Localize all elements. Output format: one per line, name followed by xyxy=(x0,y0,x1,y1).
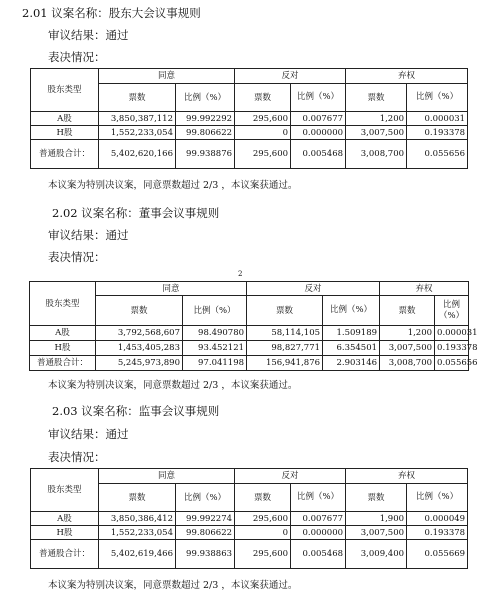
abstain-votes: 1,200 xyxy=(346,112,407,126)
agree-votes: 1,552,233,054 xyxy=(99,126,176,140)
section-result: 审议结果：通过 xyxy=(48,427,129,441)
abstain-votes: 3,007,500 xyxy=(346,526,407,540)
subheader-ratio: 比例（%） xyxy=(407,84,468,112)
subheader-ratio: 比例（%） xyxy=(183,296,247,326)
header-against: 反对 xyxy=(235,469,346,484)
agree-ratio: 99.938876 xyxy=(176,140,235,169)
abstain-ratio: 0.000031 xyxy=(407,112,468,126)
abstain-votes: 3,008,700 xyxy=(346,140,407,169)
agree-votes: 3,792,568,607 xyxy=(96,326,183,341)
against-ratio: 2.903146 xyxy=(323,356,380,371)
header-against: 反对 xyxy=(235,69,346,84)
table-row xyxy=(31,112,468,126)
abstain-ratio: 0.193378 xyxy=(407,126,468,140)
subheader-votes: 票数 xyxy=(96,296,183,326)
agree-votes: 5,245,973,890 xyxy=(96,356,183,371)
abstain-ratio: 0.193378 xyxy=(435,341,469,356)
header-agree: 同意 xyxy=(96,282,247,296)
agree-ratio: 97.041198 xyxy=(183,356,247,371)
header-agree: 同意 xyxy=(99,69,235,84)
subheader-ratio: 比例（%） xyxy=(407,484,468,512)
section-result: 审议结果：通过 xyxy=(48,228,129,242)
against-votes: 156,941,876 xyxy=(247,356,323,371)
header-agree: 同意 xyxy=(99,469,235,484)
row-type: H股 xyxy=(31,526,99,540)
subheader-votes: 票数 xyxy=(380,296,435,326)
section-heading: 2.02 议案名称：董事会议事规则 xyxy=(52,206,220,220)
subheader-ratio: 比例（%） xyxy=(291,484,346,512)
header-shareholder-type: 股东类型 xyxy=(31,69,99,112)
row-type: A股 xyxy=(30,326,96,341)
abstain-ratio: 0.055669 xyxy=(407,540,468,569)
against-ratio: 0.000000 xyxy=(291,126,346,140)
row-type: 普通股合计： xyxy=(30,356,96,371)
agree-ratio: 99.806622 xyxy=(176,526,235,540)
section-heading: 2.03 议案名称：监事会议事规则 xyxy=(52,404,220,418)
abstain-votes: 3,007,500 xyxy=(346,126,407,140)
table-row xyxy=(31,526,468,540)
table-row xyxy=(30,326,469,341)
against-ratio: 0.007677 xyxy=(291,512,346,526)
agree-ratio: 93.452121 xyxy=(183,341,247,356)
against-ratio: 0.005468 xyxy=(291,140,346,169)
against-ratio: 0.005468 xyxy=(291,540,346,569)
row-type: 普通股合计： xyxy=(31,540,99,569)
section-note: 本议案为特别决议案，同意票数超过 2/3 ，本议案获通过。 xyxy=(48,180,298,191)
agree-votes: 3,850,386,412 xyxy=(99,512,176,526)
agree-ratio: 99.806622 xyxy=(176,126,235,140)
vote-label: 表决情况： xyxy=(48,50,106,64)
vote-label: 表决情况： xyxy=(48,450,106,464)
abstain-votes: 3,007,500 xyxy=(380,341,435,356)
vote-table xyxy=(30,468,468,569)
against-ratio: 1.509189 xyxy=(323,326,380,341)
vote-table xyxy=(30,68,468,169)
vote-label: 表决情况： xyxy=(48,250,106,264)
against-votes: 295,600 xyxy=(235,112,291,126)
row-type: H股 xyxy=(31,126,99,140)
abstain-votes: 1,200 xyxy=(380,326,435,341)
subheader-ratio: 比例（%） xyxy=(176,484,235,512)
page-number: 2 xyxy=(238,270,243,278)
header-shareholder-type: 股东类型 xyxy=(31,469,99,512)
abstain-votes: 3,008,700 xyxy=(380,356,435,371)
agree-votes: 5,402,619,466 xyxy=(99,540,176,569)
row-type: A股 xyxy=(31,512,99,526)
abstain-ratio: 0.055656 xyxy=(435,356,469,371)
abstain-ratio: 0.000031 xyxy=(435,326,469,341)
subheader-votes: 票数 xyxy=(235,84,291,112)
vote-table xyxy=(29,281,478,371)
against-ratio: 6.354501 xyxy=(323,341,380,356)
abstain-votes: 3,009,400 xyxy=(346,540,407,569)
subheader-votes: 票数 xyxy=(346,84,407,112)
abstain-ratio: 0.193378 xyxy=(407,526,468,540)
section-note: 本议案为特别决议案，同意票数超过 2/3 ，本议案获通过。 xyxy=(48,580,298,591)
agree-votes: 3,850,387,112 xyxy=(99,112,176,126)
table-row xyxy=(30,341,469,356)
agree-ratio: 99.992274 xyxy=(176,512,235,526)
subheader-ratio: 比例（%） xyxy=(323,296,380,326)
agree-ratio: 98.490780 xyxy=(183,326,247,341)
section-note: 本议案为特别决议案，同意票数超过 2/3 ，本议案获通过。 xyxy=(48,380,298,391)
against-votes: 58,114,105 xyxy=(247,326,323,341)
agree-ratio: 99.938863 xyxy=(176,540,235,569)
header-shareholder-type: 股东类型 xyxy=(30,282,96,326)
row-type: A股 xyxy=(31,112,99,126)
against-votes: 295,600 xyxy=(235,140,291,169)
section-heading: 2.01 议案名称：股东大会议事规则 xyxy=(22,6,201,20)
subheader-votes: 票数 xyxy=(99,84,176,112)
abstain-ratio: 0.055656 xyxy=(407,140,468,169)
table-row xyxy=(30,356,469,371)
subheader-votes: 票数 xyxy=(99,484,176,512)
subheader-ratio: 比例（%） xyxy=(291,84,346,112)
header-abstain: 弃权 xyxy=(346,69,468,84)
table-row xyxy=(31,126,468,140)
header-against: 反对 xyxy=(247,282,380,296)
abstain-ratio: 0.000049 xyxy=(407,512,468,526)
against-votes: 295,600 xyxy=(235,512,291,526)
agree-ratio: 99.992292 xyxy=(176,112,235,126)
subheader-ratio: 比例（%） xyxy=(176,84,235,112)
table-row xyxy=(31,140,468,169)
against-votes: 0 xyxy=(235,126,291,140)
subheader-ratio: 比例（%） xyxy=(435,296,469,326)
agree-votes: 1,552,233,054 xyxy=(99,526,176,540)
abstain-votes: 1,900 xyxy=(346,512,407,526)
section-result: 审议结果：通过 xyxy=(48,28,129,42)
subheader-votes: 票数 xyxy=(346,484,407,512)
agree-votes: 5,402,620,166 xyxy=(99,140,176,169)
subheader-votes: 票数 xyxy=(235,484,291,512)
header-abstain: 弃权 xyxy=(380,282,469,296)
agree-votes: 1,453,405,283 xyxy=(96,341,183,356)
row-type: 普通股合计： xyxy=(31,140,99,169)
against-ratio: 0.007677 xyxy=(291,112,346,126)
against-votes: 295,600 xyxy=(235,540,291,569)
header-abstain: 弃权 xyxy=(346,469,468,484)
table-row xyxy=(31,512,468,526)
against-votes: 98,827,771 xyxy=(247,341,323,356)
subheader-votes: 票数 xyxy=(247,296,323,326)
table-row xyxy=(31,540,468,569)
against-ratio: 0.000000 xyxy=(291,526,346,540)
row-type: H股 xyxy=(30,341,96,356)
against-votes: 0 xyxy=(235,526,291,540)
